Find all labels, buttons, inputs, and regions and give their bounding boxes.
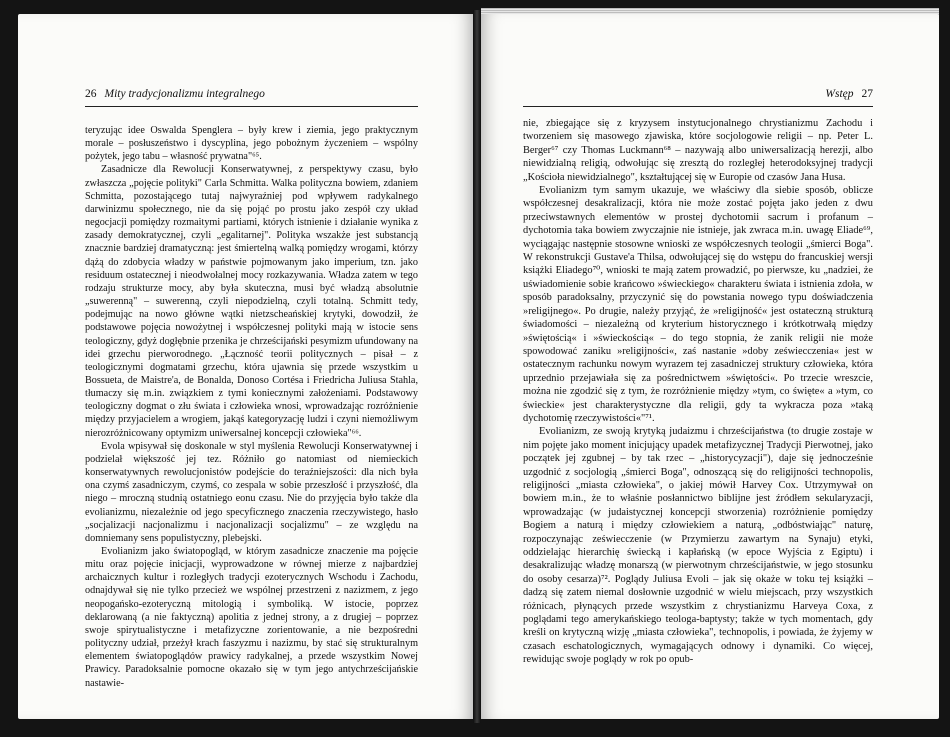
paragraph: Evolianizm, ze swoją krytyką judaizmu i chrześcijaństwa (to drugie zostaje w nim pojęte jako moment inicjujący upadek metafizycznej Tradycji Pierwotnej, jako początek jej zgubnej – by tak rzec – „historycyzacji"), daje się jednocześnie uzgodnić z socjologią „śmierci Boga", odnoszącą się do religijności technopolis, religijności „miasta człowieka", o jakiej mówił Harvey Cox. Utrzymywał on bowiem m.in., że to właśnie posłannictwo biblijne jest źródłem sekularyzacji, wprowadzając (w judaistycznej koncepcji stworzenia) rozróżnienie pomiędzy Bogiem a naturą i między człowiekiem a naturą, „odbóstwiając" naturę, rozpoczynając zeświecczenie (w Przymierzu zawartym na Synaju) etyki, oddzielając hierarchię świecką i kapłańską (w epoce Wyjścia z Egiptu) i desakralizując władzę monarszą (w pierwotnym chrześcijaństwie, w jego stosunku do osoby cesarza)⁷². Poglądy Juliusa Evoli – jak się okaże w toku tej książki – dadzą się zatem niemal dosłownie uzgodnić w wielu miejscach, przy wszystkich różnicach, płynących przede wszystkim z chrystianizmu Harveya Coxa, z poglądami tego amerykańskiego teologa-baptysty; także w tych momentach, gdy kreśli on krytyczną wizję „miasta człowieka", technopolis, i powiada, że żyjemy w czasach eschatologicznych, wymagających odnowy i dynamiki. Co więcej, rewidując swoje poglądy w rok po opub- (523, 426, 873, 666)
left-page (18, 14, 473, 719)
left-page-number: 26 (85, 88, 97, 100)
right-running-header (523, 88, 873, 104)
left-running-title: Mity tradycjonalizmu integralnego (104, 88, 265, 100)
book-spine (473, 10, 481, 723)
left-body-text (85, 124, 418, 690)
paragraph: nie, zbiegające się z kryzysem instytucjonalnego chrystianizmu Zachodu i tworzeniem się masowego zjawiska, które socjologowie religii – np. Peter L. Berger⁶⁷ czy Thomas Luckmann⁶⁸ – nazywają albo uniwersalizacją herezji, albo niewidzialną religią, odwołując się zresztą do rozległej heterodoksyjnej tradycji „Kościoła niewidzialnego", kształtującej się w Europie od czasów Jana Husa. (523, 118, 873, 183)
paragraph: Evola wpisywał się doskonale w styl myślenia Rewolucji Konserwatywnej i podzielał większość jej tez. Różniło go natomiast od niemieckich konserwatywnych rewolucjonistów podejście do teraźniejszości: dla nich była ona czymś zasadniczym, czymś, co zespala w sobie przeszłość i przyszłość, dla niego – mroczną studnią ostatniego eonu czasu. Nie do przyjęcia było także dla evolianizmu, niezależnie od jego specyficznego znaczenia rzeczywistego, hasło „socjalizacji nacjonalizmu i nacjonalizacji socjalizmu" – ze względu na domniemany sens populistyczny, plebejski. (85, 440, 418, 544)
right-page (481, 14, 939, 719)
header-rule (85, 106, 418, 107)
paragraph: Evolianizm tym samym ukazuje, we właściwy dla siebie sposób, oblicze współczesnej desakralizacji, która nie może zostać pojęta jako jeden z dwu przeciwstawnych elementów w prostej dychotomii sacrum i profanum – dychotomia taka bowiem zwyczajnie nie istnieje, jak zwraca m.in. uwagę Eliade⁶⁹, wyciągając następnie stosowne wnioski ze współczesnych teologii „śmierci Boga". W rekonstrukcji Gustave'a Thilsa, odwołującej się do wstępu do francuskiej wersji książki Eliadego⁷⁰, wnioski te mają zatem prowadzić, po pierwsze, ku „nadziei, że uświadomienie sobie krańcowo »świeckiego« charakteru świata i istnienia zdoła, w sposób paradoksalny, przyczynić się do powstania nowego typu doświadczenia »religijnego«. Po drugie, należy przyjąć, że »religijność« jest ostateczną strukturą świadomości – niezależną od kryterium historycznego i krótkotrwałą między »świętością« i »świeckością« – do tego stopnia, że zanik religii nie może spowodować zaniku »religijności«, zaś nastanie »doby zeświecczenia« jest w ostatecznym rachunku nowym wyrazem tej zasadniczej struktury człowieka, która uprzednio przejawiała się za pośrednictwem »świętości«. Po trzecie wreszcie, można nie zgodzić się z tym, że rozróżnienie między »tym, co święte« a »tym, co świeckie« jest charakterystyczne dla religii, gdy ta wykracza poza »taką dychotomię rzeczywistości«"⁷¹. (523, 185, 873, 424)
header-rule (523, 106, 873, 107)
left-running-header (85, 88, 418, 104)
paragraph: Zasadnicze dla Rewolucji Konserwatywnej, z perspektywy czasu, było zwłaszcza „pojęcie polityki" Carla Schmitta. Walka polityczna bowiem, zdaniem Schmitta, pozostającego tutaj najwyraźniej pod wpływem radykalnego darwinizmu społecznego, nie da się pojąć po prostu jako zespół czy układ negocjacji pomiędzy rozmaitymi partiami, których istnienie i działanie wynika z zasady demokratycznej, czyli „egalitarnej". Polityka wszakże jest substancją znacznie bardziej dramatyczną: jest śmiertelną walką pomiędzy wrogami, którzy dążą do zdobycia władzy w państwie pojmowanym jako imperium, tzn. jako residuum ostatecznej i nieodwołalnej mocy rozkazywania. Władza zatem w tego rodzaju strukturze mocy, aby była skuteczna, musi być władzą absolutnie „suwerenną" – suwerenną, czyli niepodzielną, czyli totalną. Schmitt tedy, podejmując na nowo główne wątki nietzscheańskiej krytyki, dowodził, że podstawowe pojęcia nowożytnej i współczesnej polityki mają w istocie sens teologiczny, gdyż dogłębnie przenika je chrześcijański pesymizm ufundowany na idei grzechu pierworodnego. „Łączność teorii politycznych – pisał – z teologicznymi dogmatami grzechu, która ujawnia się przede wszystkim u Bossueta, de Maistre'a, de Bonalda, Donoso Cortésa i Friedricha Juliusa Stahla, tłumaczy się m.in. związkiem z tymi koniecznymi założeniami. Podstawowy teologiczny dogmat o złu świata i człowieka wnosi, wprowadzając rozróżnienie między przyjacielem a wrogiem, jakąś kategoryzację ludzi i czyni niemożliwym nierozróżnicowany optymizm uniwersalnej koncepcji człowieka"⁶⁶. (85, 164, 418, 439)
right-running-title: Wstęp (825, 88, 854, 100)
right-page-number: 27 (861, 88, 873, 100)
paragraph: teryzując idee Oswalda Spenglera – były krew i ziemia, jego praktycznym morale – posłuszeństwo i dyscyplina, jego pobożnym życzeniem – wspólny pożytek, jego tabu – własność prywatna"⁶⁵. (85, 125, 418, 163)
right-body-text (523, 117, 873, 667)
paragraph: Evolianizm jako światopogląd, w którym zasadnicze znaczenie ma pojęcie mitu oraz pojęcie inicjacji, wyprowadzone w równej mierze z najbardziej archaicznych kultur i rozległych tradycji ezoterycznych Wschodu i Zachodu, odnajdywał się nie tylko przecież we wspólnej przestrzeni z nazizmem, z jego neopogańsko-ezoteryczną mitologią i symboliką. W istocie, poprzez deklarowaną (a nie faktyczną) apolitia z jednej strony, a z drugiej – poprzez swoje spirytualistyczne i metafizyczne zorientowanie, a nie bezpośredni polityczny udział, przeżył krach faszyzmu i nazizmu, by stać się strukturalnym elementem światopoglądów prawicy radykalnej, a przede wszystkim Nowej Prawicy. Paradoksalnie pomocne okazało się w tym jego antychrześcijańskie nastawie- (85, 546, 418, 689)
